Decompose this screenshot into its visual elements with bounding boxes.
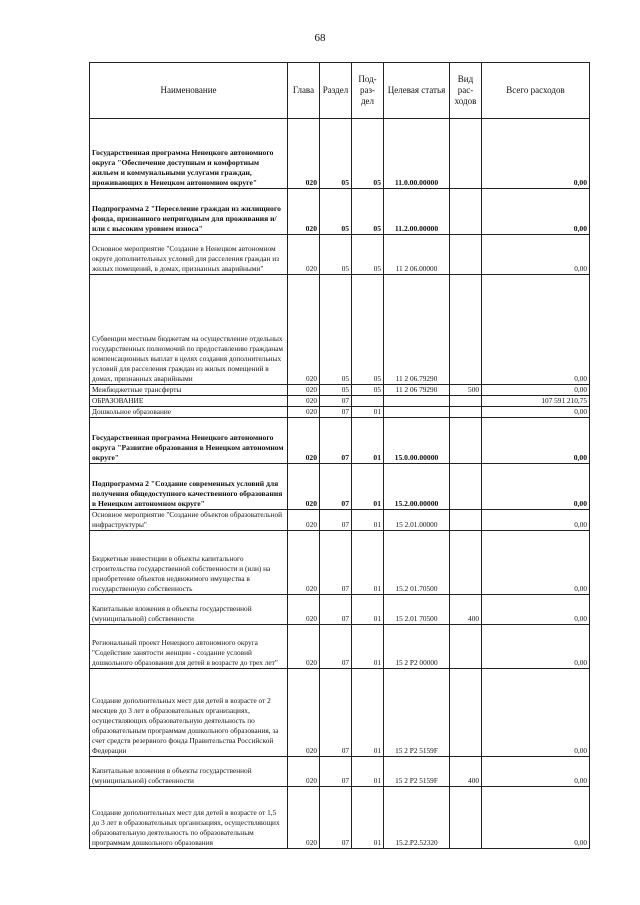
table-row	[90, 275, 590, 385]
cell-target: 15 2.01 70500	[384, 595, 450, 625]
cell-expense-type	[450, 510, 482, 531]
cell-expense-type	[450, 396, 482, 407]
cell-expense-type	[450, 787, 482, 849]
cell-name: Капитальные вложения в объекты государственной (муниципальной) собственности	[90, 757, 288, 787]
cell-chapter: 020	[288, 595, 320, 625]
cell-amount: 0,00	[482, 189, 590, 235]
cell-name: Создание дополнительных мест для детей в возрасте от 1,5 до 3 лет в образовательных организациях, осуществляющих образовательную деятельность по образовательным программам дошкольного образования	[90, 787, 288, 849]
cell-amount: 0,00	[482, 531, 590, 595]
cell-target: 15.2.00.00000	[384, 464, 450, 510]
cell-expense-type	[450, 464, 482, 510]
cell-target: 11.2.00.00000	[384, 189, 450, 235]
cell-chapter: 020	[288, 119, 320, 189]
cell-chapter: 020	[288, 275, 320, 385]
cell-chapter: 020	[288, 669, 320, 757]
cell-subsection: 05	[352, 385, 384, 396]
cell-subsection: 05	[352, 275, 384, 385]
cell-amount: 0,00	[482, 119, 590, 189]
table-row	[90, 757, 590, 787]
col-header-name: Наименование	[90, 63, 288, 119]
cell-subsection: 01	[352, 757, 384, 787]
cell-expense-type: 400	[450, 595, 482, 625]
cell-chapter: 020	[288, 531, 320, 595]
page-number: 68	[314, 32, 326, 44]
cell-name: Основное мероприятие "Создание объектов образовательной инфраструктуры"	[90, 510, 288, 531]
col-header-section: Раздел	[320, 63, 352, 119]
cell-section: 07	[320, 669, 352, 757]
cell-target: 15.2.P2.52320	[384, 787, 450, 849]
cell-section: 05	[320, 385, 352, 396]
cell-name: Межбюджетные трансферты	[90, 385, 288, 396]
cell-section: 07	[320, 787, 352, 849]
cell-target	[384, 407, 450, 418]
cell-amount: 107 591 210,75	[482, 396, 590, 407]
cell-amount: 0,00	[482, 235, 590, 275]
cell-section: 07	[320, 595, 352, 625]
cell-target: 15 2 P2 5159F	[384, 757, 450, 787]
cell-section: 07	[320, 531, 352, 595]
cell-section: 07	[320, 396, 352, 407]
table-row	[90, 407, 590, 418]
table-row	[90, 625, 590, 669]
cell-subsection: 01	[352, 595, 384, 625]
table-row	[90, 396, 590, 407]
cell-subsection: 01	[352, 531, 384, 595]
cell-expense-type	[450, 189, 482, 235]
col-header-target: Целевая статья	[384, 63, 450, 119]
table-row	[90, 787, 590, 849]
cell-expense-type	[450, 235, 482, 275]
cell-amount: 0,00	[482, 669, 590, 757]
cell-expense-type	[450, 275, 482, 385]
table-row	[90, 385, 590, 396]
cell-chapter: 020	[288, 787, 320, 849]
cell-subsection: 05	[352, 119, 384, 189]
cell-expense-type	[450, 119, 482, 189]
cell-expense-type	[450, 531, 482, 595]
cell-section: 05	[320, 119, 352, 189]
cell-amount: 0,00	[482, 275, 590, 385]
cell-name: Государственная программа Ненецкого автономного округа "Развитие образования в Ненецком автономном округе"	[90, 418, 288, 464]
cell-name: Дошкольное образование	[90, 407, 288, 418]
cell-expense-type	[450, 418, 482, 464]
cell-amount: 0,00	[482, 787, 590, 849]
cell-target: 11 2 06.00000	[384, 235, 450, 275]
cell-subsection: 01	[352, 418, 384, 464]
cell-chapter: 020	[288, 235, 320, 275]
cell-name: Капитальные вложения в объекты государственной (муниципальной) собственности	[90, 595, 288, 625]
cell-subsection: 01	[352, 407, 384, 418]
cell-target: 15 2 P2 5159F	[384, 669, 450, 757]
cell-name: Государственная программа Ненецкого автономного округа "Обеспечение доступным и комфортным жильем и коммунальными услугами граждан, проживающих в Ненецком автономном округе"	[90, 119, 288, 189]
cell-chapter: 020	[288, 189, 320, 235]
table-row	[90, 418, 590, 464]
cell-target	[384, 396, 450, 407]
table-row	[90, 531, 590, 595]
cell-target: 15 2 P2 00000	[384, 625, 450, 669]
cell-amount: 0,00	[482, 464, 590, 510]
cell-name: Подпрограмма 2 "Переселение граждан из жилищного фонда, признанного непригодным для проживания и/или с высоким уровнем износа"	[90, 189, 288, 235]
cell-chapter: 020	[288, 464, 320, 510]
cell-chapter: 020	[288, 625, 320, 669]
cell-chapter: 020	[288, 757, 320, 787]
cell-amount: 0,00	[482, 595, 590, 625]
cell-section: 07	[320, 464, 352, 510]
cell-section: 07	[320, 625, 352, 669]
cell-target: 11 2 06.79290	[384, 275, 450, 385]
cell-amount: 0,00	[482, 510, 590, 531]
cell-subsection: 01	[352, 787, 384, 849]
cell-name: ОБРАЗОВАНИЕ	[90, 396, 288, 407]
cell-target: 15 2.01.00000	[384, 510, 450, 531]
cell-name: Бюджетные инвестиции в объекты капитального строительства государственной собственности и (или) на приобретение объектов недвижимого имущества в государственную собственность	[90, 531, 288, 595]
cell-section: 07	[320, 407, 352, 418]
cell-subsection: 01	[352, 510, 384, 531]
cell-target: 15.0.00.00000	[384, 418, 450, 464]
cell-chapter: 020	[288, 385, 320, 396]
cell-section: 05	[320, 235, 352, 275]
cell-subsection: 05	[352, 235, 384, 275]
table-row	[90, 464, 590, 510]
cell-expense-type	[450, 625, 482, 669]
cell-amount: 0,00	[482, 407, 590, 418]
cell-amount: 0,00	[482, 385, 590, 396]
cell-section: 07	[320, 418, 352, 464]
cell-name: Создание дополнительных мест для детей в возрасте от 2 месяцев до 3 лет в образовательных организациях, осуществляющих образовательную деятельность по образовательным программам дошкольного образования, за счет средств резервного фонда Правительства Российской Федерации	[90, 669, 288, 757]
cell-target: 11 2 06 79290	[384, 385, 450, 396]
cell-subsection: 01	[352, 625, 384, 669]
cell-expense-type	[450, 407, 482, 418]
col-header-subsection: Под-раз-дел	[352, 63, 384, 119]
col-header-expense-type: Вид рас-ходов	[450, 63, 482, 119]
col-header-total: Всего расходов	[482, 63, 590, 119]
budget-table	[89, 62, 590, 849]
cell-expense-type	[450, 669, 482, 757]
cell-amount: 0,00	[482, 625, 590, 669]
cell-subsection	[352, 396, 384, 407]
cell-section: 05	[320, 275, 352, 385]
cell-chapter: 020	[288, 418, 320, 464]
table-row	[90, 119, 590, 189]
cell-expense-type: 500	[450, 385, 482, 396]
cell-subsection: 05	[352, 189, 384, 235]
cell-subsection: 01	[352, 464, 384, 510]
cell-chapter: 020	[288, 510, 320, 531]
col-header-chapter: Глава	[288, 63, 320, 119]
cell-amount: 0,00	[482, 757, 590, 787]
cell-name: Региональный проект Ненецкого автономного округа "Содействие занятости женщин - создание условий дошкольного образования для детей в возрасте до трех лет"	[90, 625, 288, 669]
header-row	[90, 63, 590, 119]
table-row	[90, 510, 590, 531]
table-row	[90, 669, 590, 757]
cell-section: 07	[320, 757, 352, 787]
table-row	[90, 595, 590, 625]
cell-target: 11.0.00.00000	[384, 119, 450, 189]
cell-expense-type: 400	[450, 757, 482, 787]
cell-name: Подпрограмма 2 "Создание современных условий для получения общедоступного качественного образования в Ненецком автономном округе"	[90, 464, 288, 510]
cell-name: Основное мероприятие "Создание в Ненецком автономном округе дополнительных условий для расселения граждан из жилых помещений, в домах, признанных аварийными"	[90, 235, 288, 275]
cell-target: 15.2 01.70500	[384, 531, 450, 595]
cell-amount: 0,00	[482, 418, 590, 464]
cell-chapter: 020	[288, 407, 320, 418]
cell-section: 05	[320, 189, 352, 235]
cell-chapter: 020	[288, 396, 320, 407]
cell-subsection: 01	[352, 669, 384, 757]
cell-name: Субвенции местным бюджетам на осуществление отдельных государственных полномочий по предоставлению гражданам компенсационных выплат в целях создания дополнительных условий для расселения граждан из жилых помещений в домах, признанных аварийными	[90, 275, 288, 385]
cell-section: 07	[320, 510, 352, 531]
table-row	[90, 189, 590, 235]
table-row	[90, 235, 590, 275]
